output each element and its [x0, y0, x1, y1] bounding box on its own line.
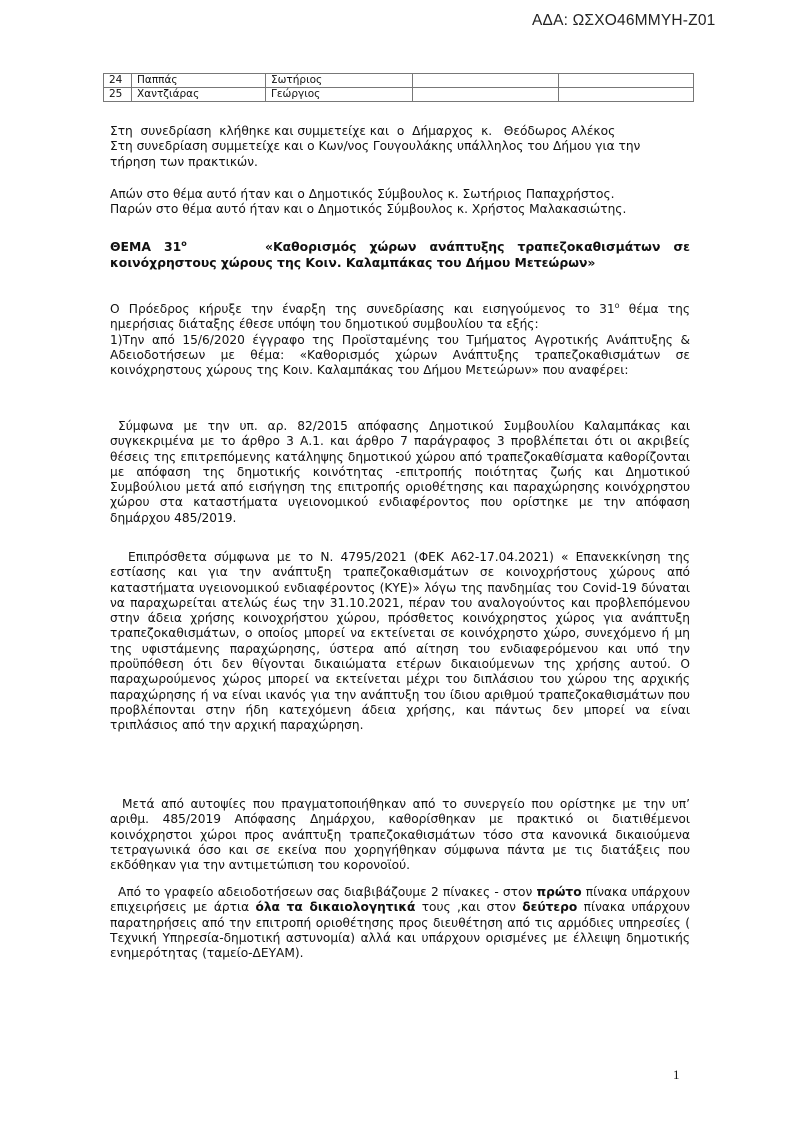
table-row	[104, 88, 694, 102]
absent-member: Απών στο θέμα αυτό ήταν και ο Δημοτικός Σύμβουλος κ. Σωτήριος Παπαχρήστος.	[110, 187, 615, 201]
text-run: Από το γραφείο αδειοδοτήσεων σας διαβιβάζουμε 2 πίνακες - στον	[118, 885, 537, 899]
cell-empty	[559, 88, 694, 102]
intro-text-b: θέμα της ημερήσιας διάταξης έθεσε υπόψη του δημοτικού συμβουλίου τα εξής:	[110, 302, 691, 332]
bold-all-documents: όλα τα δικαιολογητικά	[255, 900, 416, 915]
attendance-mayor: Στη συνεδρίαση κλήθηκε και συμμετείχε και ο Δήμαρχος κ. Θεόδωρος Αλέκος	[110, 124, 616, 138]
table-row	[104, 74, 694, 88]
intro-document-ref: 1)Την από 15/6/2020 έγγραφο της Προϊσταμένης του Τμήματος Αγροτικής Ανάπτυξης & Αδειοδοτήσεων με θέμα: «Καθορισμός χώρων Ανάπτυξης τραπεζοκαθισμάτων σε κοινόχρηστους χώρους της Κοιν. Καλαμπάκας του Δήμου Μετεώρων» που αναφέρει:	[110, 332, 690, 378]
cell-empty	[413, 74, 559, 88]
paragraph-decision-82-2015: Σύμφωνα με την υπ. αρ. 82/2015 απόφασης Δημοτικού Συμβουλίου Καλαμπάκας και συγκεκριμένα με το άρθρο 3 Α.1. και άρθρο 7 παράγραφος 3 προβλέπεται ότι οι ακριβείς θέσεις της επιτρεπόμενης κατάληψης δημοτικού χώρου από τραπεζοκαθίσματα καθορίζονται με απόφαση της δημοτικής κοινότητας -επιτροπής ποιότητας ζωής και Δημοτικού Συμβούλιου μετά από εισήγηση της επιτροπής οριοθέτησης και παραχώρησης κοινόχρηστου χώρου στα καταστήματα υγειονομικού ενδιαφέροντος που ορίστηκε με την απόφαση δημάρχου 485/2019.	[110, 419, 690, 525]
page-number: 1	[673, 1067, 680, 1082]
cell-name: Σωτήριος	[266, 74, 413, 88]
paragraph-law-4795-2021: Επιπρόσθετα σύμφωνα με το Ν. 4795/2021 (ΦΕΚ Α62-17.04.2021) « Επανεκκίνηση της εστίασης και για την ανάπτυξη τραπεζοκαθισμάτων σε κοινοχρήστους χώρους από καταστήματα υγειονομικού ενδιαφέροντος (ΚΥΕ)» λόγω της πανδημίας του Covid-19 δύναται να παραχωρείται ατελώς έως την 31.10.2021, πέραν του αναλογούντος και προβλεπόμενου στην άδεια χρήσης κοινοχρήστου χώρου, πρόσθετος κοινόχρηστος χώρος για ανάπτυξη τραπεζοκαθισμάτων, ο οποίος μπορεί να εκτείνεται σε κοινόχρηστο χώρο, συνεχόμενο ή μη της υφιστάμενης παραχώρησης, ύστερα από αίτηση του ενδιαφερόμενου και υπό την προϋπόθεση ότι δεν θίγονται δικαιώματα ετέρων δικαιούμενων της χρήσης αυτού. Ο παραχωρούμενος χώρος μπορεί να εκτείνεται μέχρι του διπλάσιου του χώρου της αρχικής παραχώρησης ή να είναι ικανός για την ανάπτυξη του ίδιου αριθμού τραπεζοκαθισμάτων που προβλέπονται στην ήδη κατεχόμενη άδεια χρήσης, και πάντως δεν μπορεί να είναι τριπλάσιος από την αρχική παραχώρηση.	[110, 550, 690, 733]
bold-first: πρώτο	[536, 885, 582, 899]
cell-surname: Παππάς	[132, 74, 266, 88]
text-run: τους ,και στον	[415, 900, 523, 915]
cell-num: 24	[104, 74, 132, 88]
cell-empty	[413, 88, 559, 102]
attendance-clerk: Στη συνεδρίαση συμμετείχε και ο Κων/νος Γουγουλάκης υπάλληλος του Δήμου για την τήρηση των πρακτικών.	[110, 139, 641, 169]
paragraph-inspections: Μετά από αυτοψίες που πραγματοποιήθηκαν από το συνεργείο που ορίστηκε με την υπ’ αριθμ. 485/2019 Απόφασης Δημάρχου, καθορίσθηκαν με πρακτικό οι διατιθέμενοι κοινόχρηστοι χώροι προς ανάπτυξη τραπεζοκαθισμάτων τόσο στα κανονικά δικαιούμενα τετραγωνικά όσο και σε εκείνα που χορηγήθηκαν σύμφωνα πάντα με τις διατάξεις που εκδόθηκαν για την αντιμετώπιση του κορονοϊού.	[110, 797, 690, 873]
members-table	[103, 73, 694, 102]
bold-second: δεύτερο	[522, 900, 578, 915]
cell-name: Γεώργιος	[266, 88, 413, 102]
paragraph-licensing-tables	[110, 885, 690, 961]
intro-text-a: Ο Πρόεδρος κήρυξε την έναρξη της συνεδρίασης και εισηγούμενος το 31	[110, 302, 615, 317]
cell-surname: Χαντζιάρας	[132, 88, 266, 102]
absence-block	[110, 187, 690, 218]
intro-paragraph	[110, 298, 690, 379]
subject-label: ΘΕΜΑ 31	[110, 239, 182, 255]
subject-text: «Καθορισμός χώρων ανάπτυξης τραπεζοκαθισμάτων σε κοινόχρηστους χώρους της Κοιν. Καλαμπάκας του Δήμου Μετεώρων»	[110, 239, 690, 270]
ada-code: ΑΔΑ: ΩΣΧΟ46ΜΜΥΗ-Ζ01	[532, 12, 716, 29]
intro-sup: ο	[614, 301, 620, 310]
subject-heading	[110, 236, 690, 270]
text-run: πίνακα υπάρχουν επιχειρήσεις με άρτια	[110, 885, 690, 915]
present-member: Παρών στο θέμα αυτό ήταν και ο Δημοτικός Σύμβουλος κ. Χρήστος Μαλακασιώτης.	[110, 202, 627, 217]
cell-num: 25	[104, 88, 132, 102]
attendance-block	[110, 124, 690, 170]
text-run: πίνακα υπάρχουν παρατηρήσεις από την επιτροπή οριοθέτησης προς διευθέτηση από τις αρμόδιες υπηρεσίες ( Τεχνική Υπηρεσία-δημοτική αστυνομία) αλλά και υπάρχουν ορισμένες με έλλειψη δημοτικής ενημερότητας (ταμείο-ΔΕΥΑΜ).	[110, 900, 690, 961]
cell-empty	[559, 74, 694, 88]
subject-sup: ο	[181, 239, 187, 248]
